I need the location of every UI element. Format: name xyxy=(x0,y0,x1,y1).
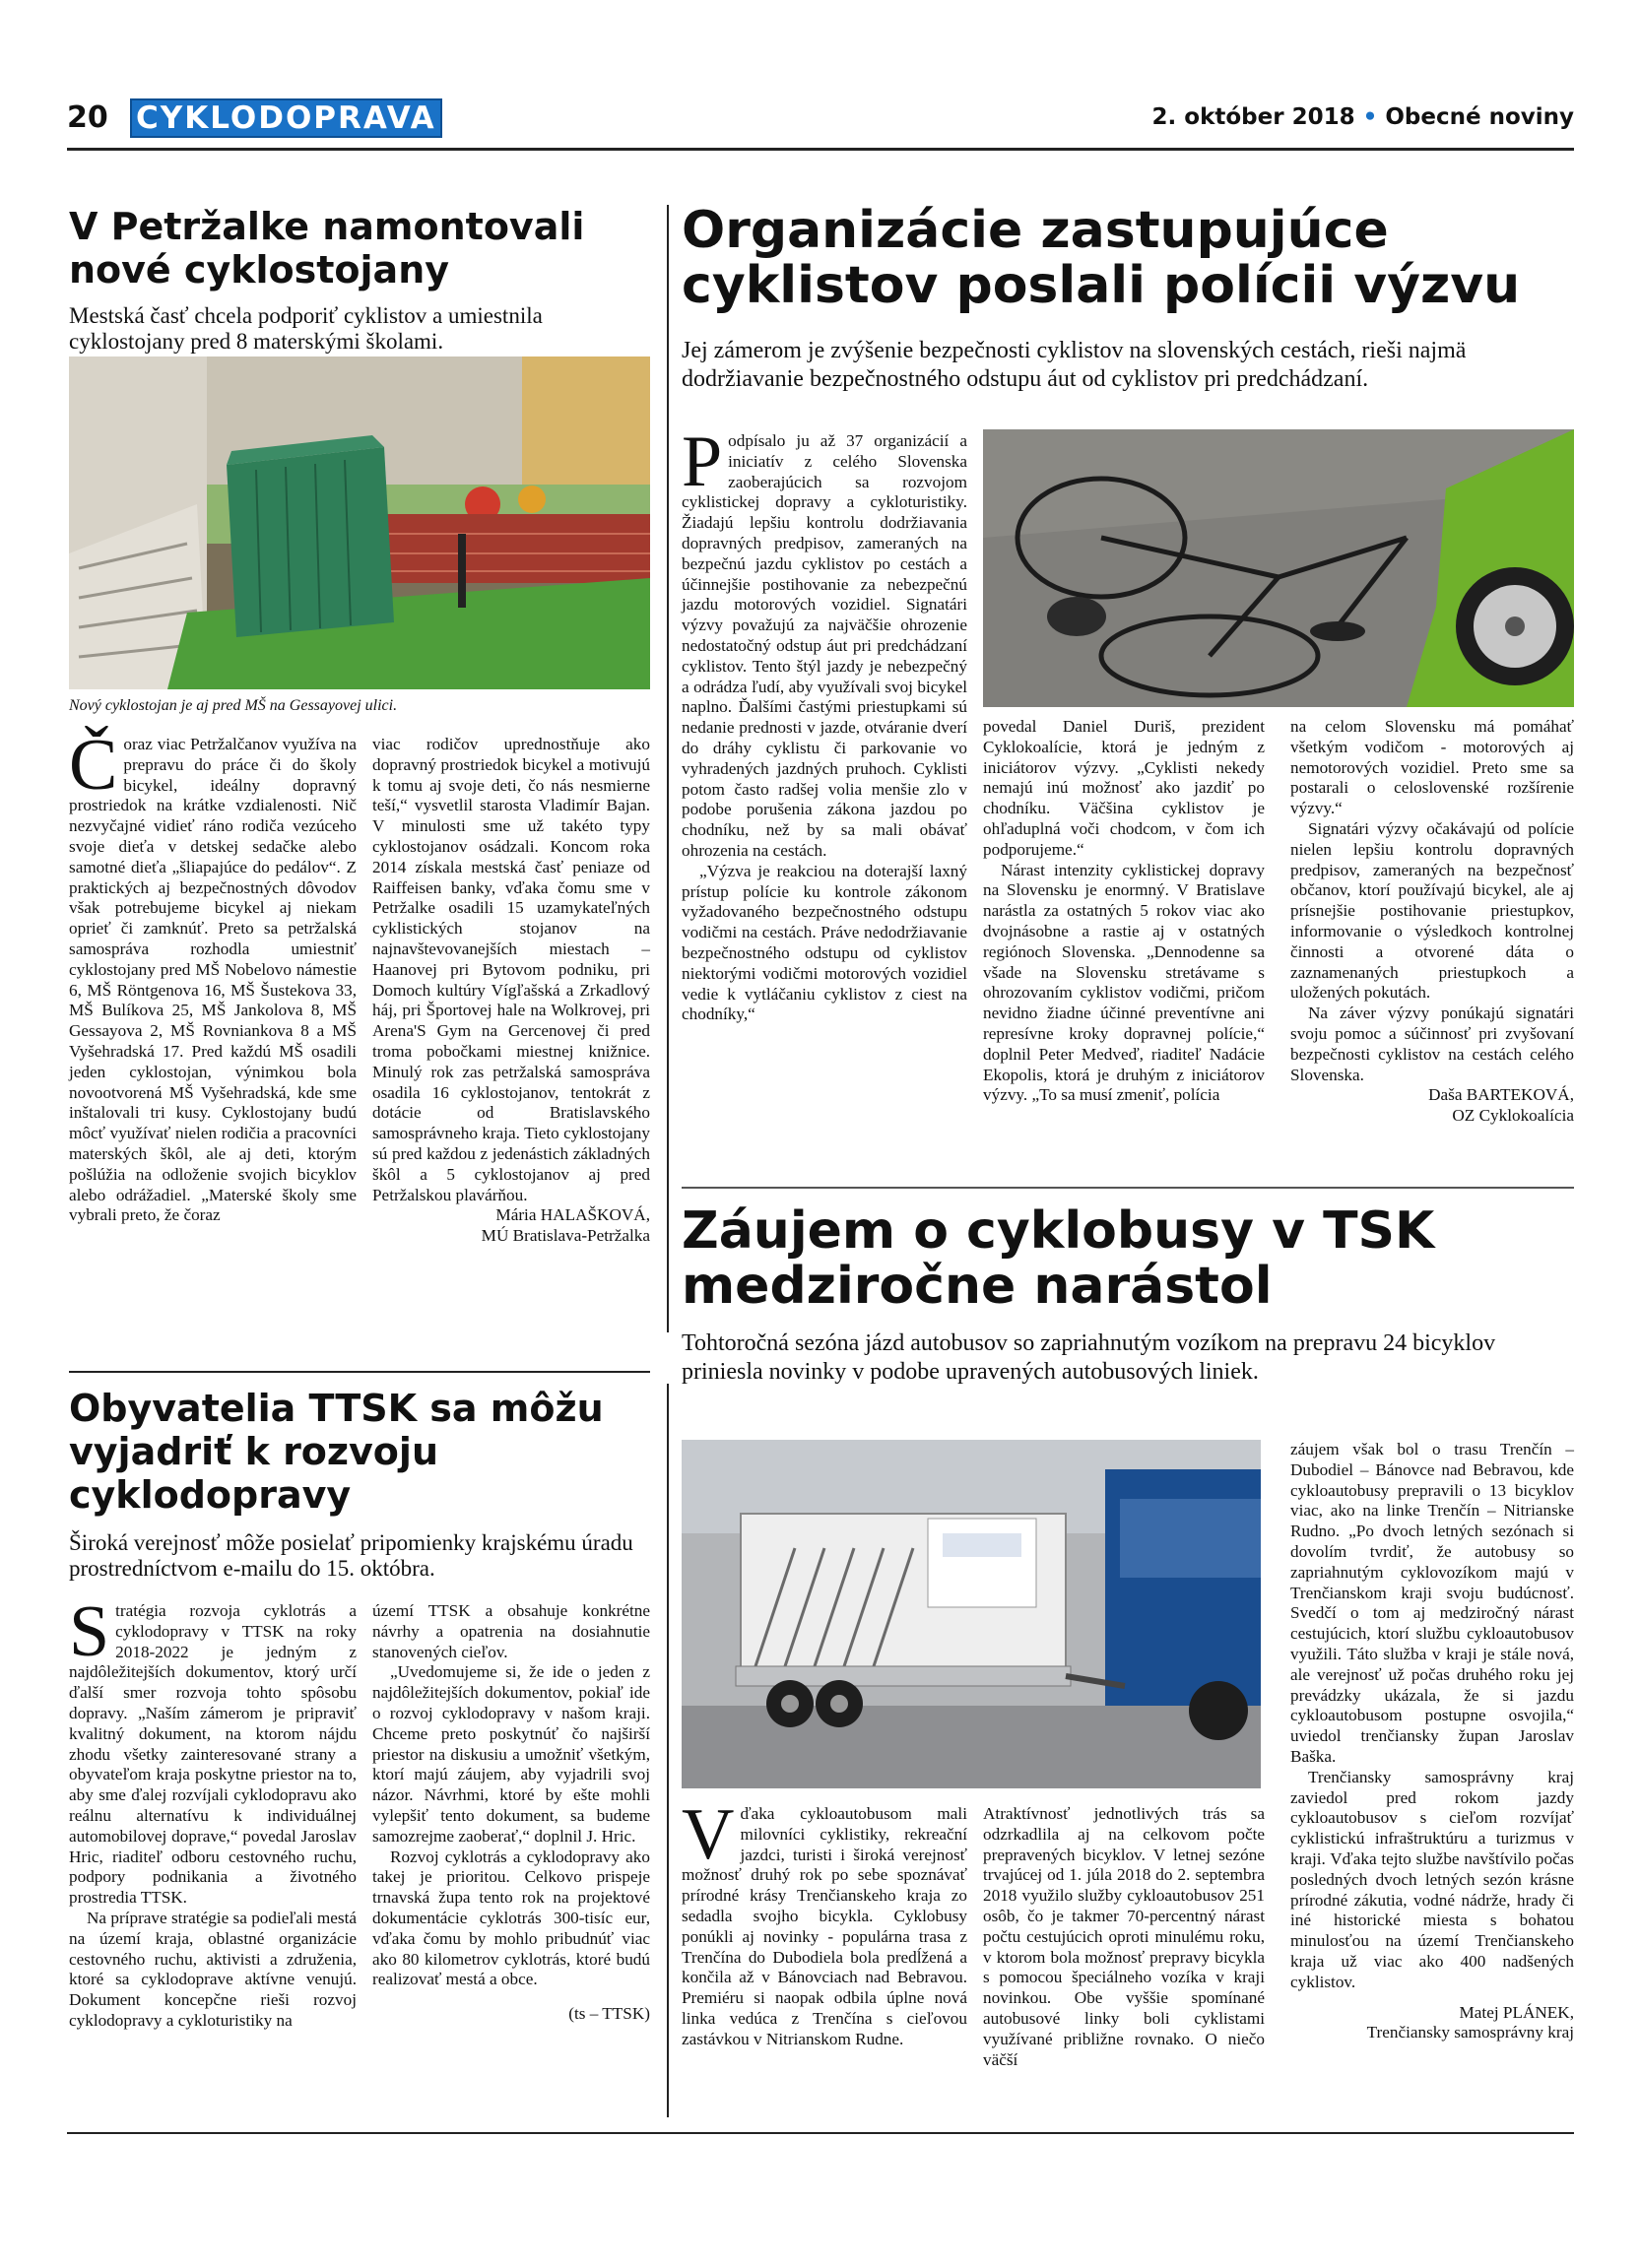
article-title: Záujem o cyklobusy v TSK medziročne narástol xyxy=(682,1201,1435,1316)
article-ttsk xyxy=(69,1387,652,1582)
author-name: (ts – TTSK) xyxy=(568,2004,650,2024)
body-text: Na príprave stratégie sa podieľali mestá na území kraja, oblastné organizácie cestovného ruchu, aktivisti a združenia, ktoré sa cyklodoprave aktívne venujú. Dokument koncepčne rieši rozvoj cyklodopravy a cykloturistiky na xyxy=(69,1908,357,2030)
body-text: tratégia rozvoja cyklotrás a cyklodopravy v TTSK na roky 2018-2022 je jedným z najdôležitejších dokumentov, ktorý určí ďalší smer rozvoja tohto spôsobu dopravy. „Naším zámerom je pripraviť kvalitný dokument, na ktorom nájdu zhodu všetky zainteresované strany a obyvateľom kraja poskytne priestor na to, aby sme ďalej rozvíjali cyklodopravu ako reálnu alternatívu k individuálnej automobilovej doprave,“ povedal Jaroslav Hric, riaditeľ odboru cestovného ruchu, podpory podnikania a životného prostredia TTSK. xyxy=(69,1601,357,1908)
separator-dot: • xyxy=(1354,104,1378,130)
issue-date: 2. október 2018 xyxy=(1151,104,1355,130)
drop-cap: P xyxy=(682,421,723,502)
dateline xyxy=(1152,104,1574,130)
article-column-2 xyxy=(983,717,1265,1106)
article-lead: Jej zámerom je zvýšenie bezpečnosti cyklistov na slovenských cestách, rieši najmä dodržiavanie bezpečnostného odstupu áut od cyklistov pri predchádzaní. xyxy=(682,338,1467,392)
article-police-appeal xyxy=(682,203,1574,394)
article-column-1 xyxy=(69,1591,357,2032)
body-text: Signatári výzvy očakávajú od polície nielen lepšiu kontrolu dopravných predpisov, zameraných na bezpečnosť občanov, ktorí používajú bicykel, ale aj prísnejšie postihovanie priestupkov, informovanie o výsledkoch kontrolnej činnosti a otvorené dáta o zaznamenaných priestupkoch a uložených pokutách. xyxy=(1290,818,1574,1003)
article-lead: Mestská časť chcela podporiť cyklistov a umiestnila cyklostojany pred 8 materskými školami. xyxy=(69,303,543,354)
body-text: Atraktívnosť jednotlivých trás sa odzrkadlila aj na celkovom počte prepravených bicyklov. V letnej sezóne trvajúcej od 1. júla 2018 do 2. septembra 2018 využilo služby cykloautobusov 251 osôb, čo je takmer 70-percentný nárast počtu cestujúcich oproti minulému roku, v ktorom bola možnosť prepravy bicykla s pomocou špeciálneho vozíka v kraji novinkou. Obe vyššie spomínané autobusové linky boli cyklistami využívané približne rovnako. O niečo väčší xyxy=(983,1804,1265,2069)
column-divider-bottom xyxy=(667,1384,669,2117)
article-column-2 xyxy=(983,1804,1265,2070)
section-rule xyxy=(69,1371,650,1373)
article-column-2 xyxy=(372,735,650,1247)
body-text: ďaka cykloautobusom mali milovníci cyklistiky, rekreační jazdci, turisti i široká verejnosť možnosť druhý rok po sebe spoznávať prírodné krásy Trenčianskeho kraja zo sedadla svojho bicykla. Cyklobusy ponúkli aj novinky - populárna trasa z Trenčína do Dubodiela bola predĺžená a končila až v Bánovciach nad Bebravou. Premiéru si naopak odbila úplne nová linka vedúca z Trenčína s cieľovou zastávkou v Nitrianskom Rudne. xyxy=(682,1804,967,2048)
article-column-1 xyxy=(682,421,967,1025)
article-column-1 xyxy=(682,1794,967,2050)
section-rule xyxy=(682,1187,1574,1189)
body-text: Na záver výzvy ponúkajú signatári svoju pomoc a súčinnosť pri zvyšovaní bezpečnosti cyklistov na cestách celého Slovenska. xyxy=(1290,1004,1574,1084)
author-org: Trenčiansky samosprávny kraj xyxy=(1366,2023,1574,2042)
body-text: území TTSK a obsahuje konkrétne návrhy a opatrenia na dosiahnutie stanovených cieľov. xyxy=(372,1601,650,1661)
author-org: MÚ Bratislava-Petržalka xyxy=(481,1226,650,1246)
drop-cap: Č xyxy=(69,725,118,806)
body-text: povedal Daniel Duriš, prezident Cyklokoalície, ktorá je jedným z iniciátorov výzvy. „Cyklisti nekedy nemajú inú možnosť ako jazdiť po chodníku. Väčšina cyklistov je ohľaduplná voči chodcom, v čom ich podporujeme.“ xyxy=(983,717,1265,859)
article-title: Organizácie zastupujúce cyklistov poslali polícii výzvu xyxy=(682,201,1521,315)
column-divider-top xyxy=(667,205,669,1332)
photo-bike-trailer xyxy=(682,1440,1261,1788)
article-column-3 xyxy=(1290,717,1574,1127)
body-text: viac rodičov uprednostňuje ako dopravný prostriedok bicykel a motivujú k tomu aj svoje deti, čo nás nesmierne teší,“ vysvetlil starosta Vladimír Bajan. V minulosti sme už takéto typy cyklostojanov osádzali. Koncom roka 2014 získala mestská časť peniaze od Raiffeisen banky, vďaka čomu sme v Petržalke osadili 15 uzamykateľných cyklistických stojanov na najnavštevovanejších miestach – Haanovej pri Bytovom podniku, pri Domoch kultúry Vígľašská a Zrkadlový háj, pri Športovej hale na Wolkrovej, pri Arena'S Gym na Gercenovej či pred troma pobočkami miestnej knižnice. Minulý rok zas petržalská samospráva osadila 16 cyklostojanov, tentokrát z dotácie od Bratislavského samosprávneho kraja. Tieto cyklostojany sú pred každou z jedenástich základných škôl a 5 cyklostojanov aj pred Petržalskou plavárňou. xyxy=(372,735,650,1204)
article-column-3 xyxy=(1290,1440,1574,2043)
article-column-1 xyxy=(69,725,357,1226)
article-petrzalka xyxy=(69,205,652,355)
author-org: OZ Cyklokoalícia xyxy=(1452,1106,1574,1126)
body-text: oraz viac Petržalčanov využíva na prepravu do práce či do školy bicykel, ideálny dopravný prostriedok na krátke vzdialenosti. Nič nezvyčajné vidieť ráno rodiča vezúceho svoje dieťa v detskej sedačke alebo samotné dieťa „šliapajúce do pedálov“. Z praktických aj bezpečnostných dôvodov však potrebujeme bicykel aj niekam oprieť či zamknúť. Preto sa petržalská samospráva rozhodla umiestniť cyklostojany pred MŠ Nobelovo námestie 6, MŠ Röntgenova 16, MŠ Šustekova 33, MŠ Bulíkova 25, MŠ Jankolova 8, MŠ Gessayova 2, MŠ Rovniankova 8 a MŠ Vyšehradská 17. Pred každú MŠ osadili jeden cyklostojan, výnimkou bola novootvorená MŠ Vyšehradská, kde sme inštalovali tri kusy. Cyklostojany budú môcť využívať nielen rodičia a pracovníci materských škôl, ale aj deti, ktorým pošlúžia na odloženie svojich bicyklov alebo odrážadiel. „Materské školy sme vybrali preto, že čoraz xyxy=(69,735,357,1225)
body-text: odpísalo ju až 37 organizácií a iniciatív z celého Slovenska zaoberajúcich sa rozvojom cyklistickej dopravy a cykloturistiky. Žiadajú lepšiu kontrolu dodržiavania dopravných predpisov, zameraných na bezpečnú jazdu cyklistov po cestách a účinnejšie postihovanie za nebezpečnú jazdu motorových vozidiel. Signatári výzvy považujú za najväčšie ohrozenie nedostatočný odstup áut pri predchádzaní cyklistov. Tento štýl jazdy je nebezpečný a odrádza ľudí, aby využívali svoj bicykel naplno. Ďalšími častými priestupkami sú nedanie prednosti v jazde, otváranie dverí do dráhy cyklistu či parkovanie vo vyhradených jazdných pruhoch. Cyklisti potom často radšej volia menšie zlo v podobe porušenia zákona jazdou po chodníku, než by sa mali obávať ohrozenia na cestách. xyxy=(682,431,967,860)
article-title: V Petržalke namontovali nové cyklostojany xyxy=(69,205,585,292)
photo-caption: Nový cyklostojan je aj pred MŠ na Gessayovej ulici. xyxy=(69,697,398,714)
header-rule xyxy=(67,148,1574,151)
body-text: „Uvedomujeme si, že ide o jeden z najdôležitejších dokumentov, pokiaľ ide o rozvoj cyklodopravy v našom kraji. Chceme preto poskytnúť čo najširší priestor na diskusiu a umožniť všetkým, ktorí majú záujem, aby vyjadrili svoj názor. Návrhmi, ktoré by ešte mohli vylepšiť tento dokument, sa budeme samozrejme zaoberať,“ doplnil J. Hric. xyxy=(372,1662,650,1846)
body-text: záujem však bol o trasu Trenčín – Dubodiel – Bánovce nad Bebravou, kde cykloautobusy prepravili o 13 bicyklov viac, ako na linke Trenčín – Nitrianske Rudno. „Po dvoch letných sezónach si dovolím tvrdiť, že autobusy so zapriahnutým cyklovozíkom majú v Trenčianskom kraji svoju budúcnosť. Svedčí o tom aj medziročný nárast cestujúcich, ktorí službu cykloautobusov využili. Táto služba v kraji je stále nová, ale verejnosť už počas druhého roku jej prevádzky ukázala, že si jazdu cykloautobusom postupne osvojila,“ uviedol trenčiansky župan Jaroslav Baška. xyxy=(1290,1440,1574,1766)
drop-cap: V xyxy=(682,1794,735,1875)
article-column-2 xyxy=(372,1601,650,2025)
page-number: 20 xyxy=(67,100,108,135)
article-cyklobusy xyxy=(682,1203,1574,1387)
photo-bike-shed xyxy=(69,356,650,689)
body-text: na celom Slovensku má pomáhať všetkým vodičom - motorových aj nemotorových vozidiel. Preto sme sa postarali o celoslovenské rozšírenie výzvy.“ xyxy=(1290,717,1574,818)
author-name: Daša BARTEKOVÁ, xyxy=(1428,1085,1574,1105)
body-text: „Výzva je reakciou na doterajší laxný prístup polície ku kontrole zákonom vyžadovaného bezpečnostného odstupu vodičmi na cestách. Práve nedodržiavanie bezpečnostného odstupu od cyklistov niektorými vodičmi motorových vozidiel vedie k vytláčaniu cyklistov z ciest na chodníky,“ xyxy=(682,861,967,1024)
article-title: Obyvatelia TTSK sa môžu vyjadriť k rozvoju cyklodopravy xyxy=(69,1387,604,1517)
photo-fallen-bicycle xyxy=(983,429,1574,707)
article-lead: Široká verejnosť môže posielať pripomienky krajskému úradu prostredníctvom e-mailu do 15. októbra. xyxy=(69,1530,633,1581)
section-label: CYKLODOPRAVA xyxy=(130,98,442,138)
footer-rule xyxy=(67,2132,1574,2134)
body-text: Nárast intenzity cyklistickej dopravy na Slovensku je enormný. V Bratislave narástla za ostatných 5 rokov viac ako dvojnásobne a rastie aj v ostatných regiónoch Slovenska. „Dennodenne sa všade na Slovensku stretávame s ohrozovaním cyklistov vodičmi, pričom nevidno žiadne účinné preventívne ani represívne kroky dopravnej polície,“ doplnil Peter Medveď, riaditeľ Nadácie Ekopolis, ktorá je druhým z iniciátorov výzvy. „To sa musí zmeniť, polícia xyxy=(983,860,1265,1105)
author-name: Mária HALAŠKOVÁ, xyxy=(495,1205,650,1225)
article-lead: Tohtoročná sezóna jázd autobusov so zapriahnutým vozíkom na prepravu 24 bicyklov priniesla novinky v podobe upravených autobusových liniek. xyxy=(682,1330,1496,1385)
page-header xyxy=(67,98,1574,142)
body-text: Rozvoj cyklotrás a cyklodopravy ako takej je prioritou. Celkovo prispeje trnavská župa tento rok na projektové dokumentácie cyklotrás 300-tisíc eur, vďaka čomu by mohlo pribudnúť viac ako 80 kilometrov cyklotrás, ktoré budú realizovať mestá a obce. xyxy=(372,1847,650,1989)
author-name: Matej PLÁNEK, xyxy=(1459,2002,1574,2022)
paper-name: Obecné noviny xyxy=(1385,104,1574,130)
body-text: Trenčiansky samosprávny kraj zaviedol pred rokom jazdy cykloautobusov s cieľom rozvíjať cyklistickú infraštruktúru a turizmus v kraji. Vďaka tejto službe navštívilo počas posledných dvoch letných sezón krásne prírodné zákutia, vodné nádrže, hrady či iné historické miesta s bohatou minulosťou na území Trenčianskeho kraja už viac ako 400 nadšených cyklistov. xyxy=(1290,1767,1574,1991)
drop-cap: S xyxy=(69,1591,110,1672)
